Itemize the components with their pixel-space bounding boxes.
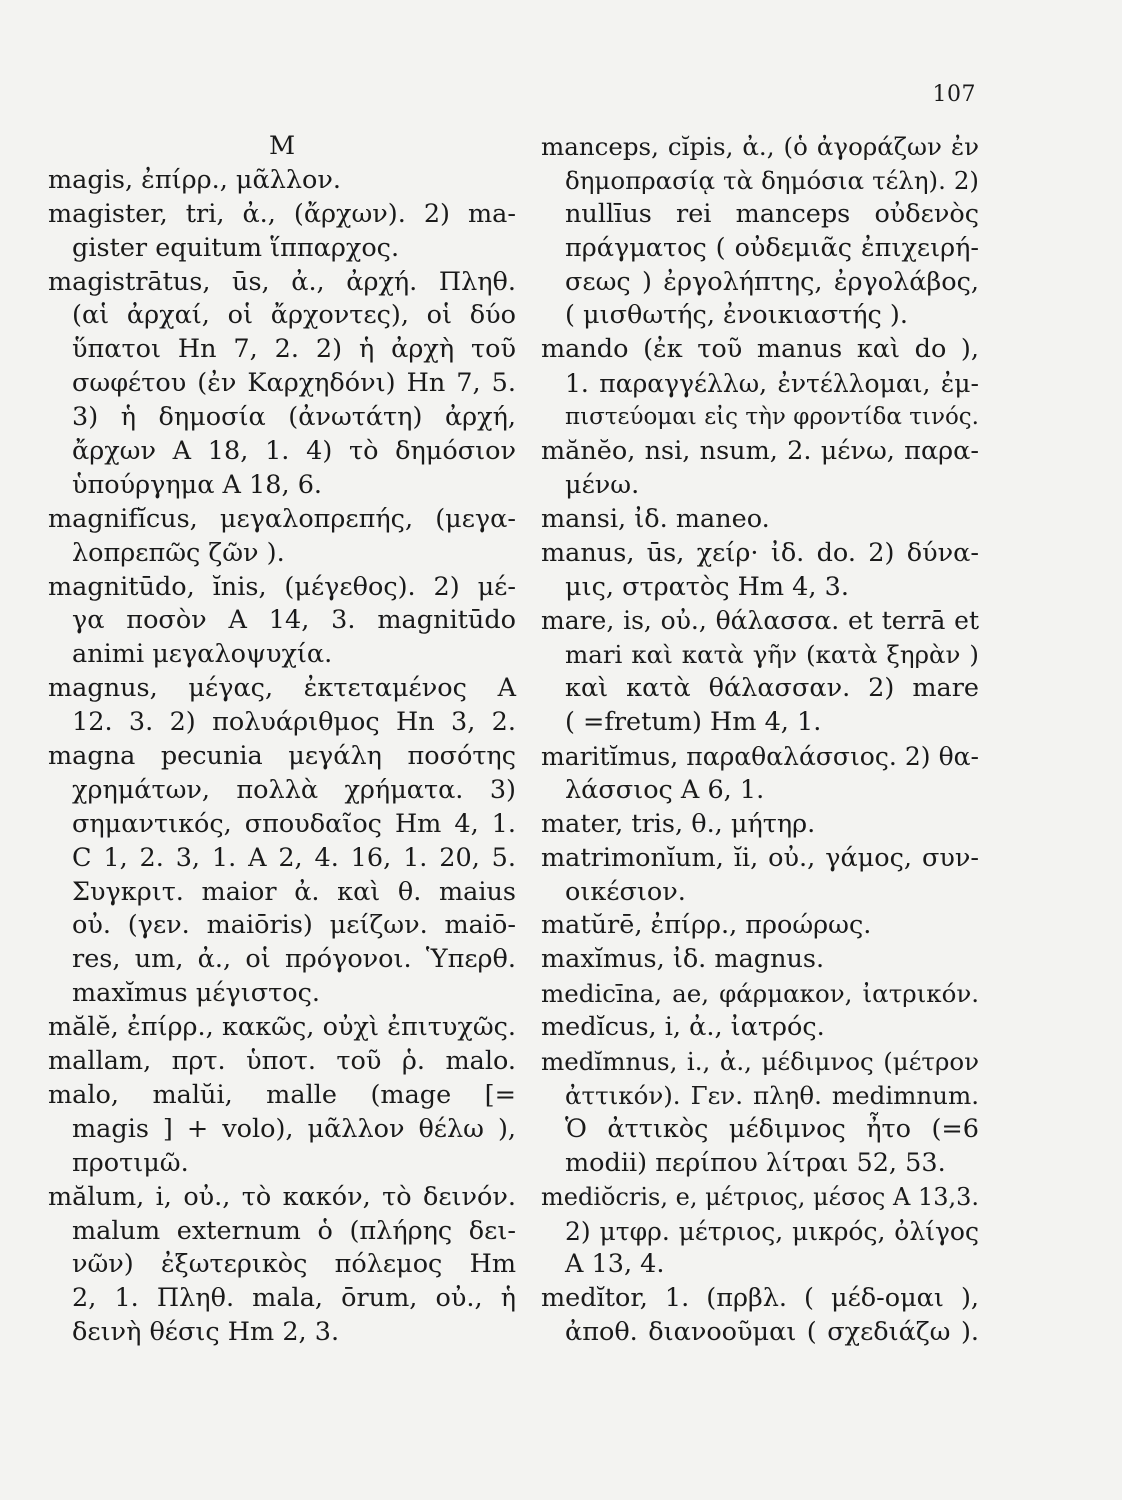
text-line: δεινὴ θέσις Hm 2, 3. — [72, 1317, 340, 1348]
page-number: 107 — [932, 82, 976, 107]
text-line: γα ποσὸν A 14, 3. magnitūdo — [72, 605, 516, 636]
text-line: Συγκριτ. maior ἀ. καὶ θ. maius — [72, 876, 516, 907]
text-line: manus, ūs, χείρ· ἰδ. do. 2) δύνα- — [541, 537, 979, 568]
text-line: medĭtor, 1. (πρβλ. ( μέδ-ομαι ), — [541, 1283, 979, 1314]
text-line: δημοπρασίᾳ τὰ δημόσια τέλη). 2) — [565, 165, 979, 195]
text-line: maxĭmus, ἰδ. magnus. — [541, 944, 825, 975]
text-line: σωφέτου (ἐν Καρχηδόνι) Hn 7, 5. — [72, 368, 516, 399]
text-line: mare, is, οὐ., θάλασσα. et terrā et — [541, 606, 979, 636]
text-line: maritĭmus, παραθαλάσσιος. 2) θα- — [541, 742, 979, 772]
text-line: medĭcus, i, ἀ., ἰατρός. — [541, 1012, 825, 1043]
text-line: λοπρεπῶς ζῶν ). — [72, 537, 285, 568]
text-line: σεως ) ἐργολήπτης, ἐργολάβος, — [565, 266, 979, 297]
text-line: maxĭmus μέγιστος. — [72, 978, 320, 1009]
text-line: magnitūdo, ĭnis, (μέγεθος). 2) μέ- — [48, 571, 516, 602]
text-line: ὕπατοι Hn 7, 2. 2) ἡ ἀρχὴ τοῦ — [72, 334, 516, 365]
text-line: πιστεύομαι εἰς τὴν φροντίδα τινός. — [565, 404, 979, 431]
text-line: A 13, 4. — [565, 1249, 665, 1280]
text-line: 2) μτφρ. μέτριος, μικρός, ὀλίγος — [565, 1216, 979, 1246]
text-line: 12. 3. 2) πολυάριθμος Hn 3, 2. — [72, 707, 516, 738]
text-line: οικέσιον. — [565, 876, 686, 907]
text-line: mediŏcris, e, μέτριος, μέσος A 13,3. — [541, 1182, 980, 1211]
text-line: modii) περίπου λίτραι 52, 53. — [565, 1147, 946, 1178]
text-line: malo, malŭi, malle (mage [= — [48, 1079, 516, 1110]
text-line: πράγματος ( οὐδεμιᾶς ἐπιχειρή- — [565, 232, 979, 263]
text-line: σημαντικός, σπουδαῖος Hm 4, 1. — [72, 808, 516, 839]
text-line: mater, tris, θ., μήτηρ. — [541, 808, 816, 839]
text-line: ἀποθ. διανοοῦμαι ( σχεδιάζω ). — [565, 1317, 979, 1348]
text-line: malum externum ὁ (πλήρης δει- — [72, 1215, 516, 1246]
text-line: magnifĭcus, μεγαλοπρεπής, (μεγα- — [48, 503, 516, 534]
text-line: χρημάτων, πολλὰ χρήματα. 3) — [72, 774, 516, 805]
text-line: ( μισθωτής, ἐνοικιαστής ). — [565, 300, 908, 331]
text-line: medicīna, ae, φάρμακον, ἰατρικόν. — [541, 979, 979, 1009]
text-line: M — [268, 131, 296, 161]
text-line: res, um, ἀ., οἱ πρόγονοι. Ὑπερθ. — [72, 944, 516, 975]
text-line: magistrātus, ūs, ἀ., ἀρχή. Πληθ. — [48, 266, 516, 297]
text-line: magnus, μέγας, ἐκτεταμένος A — [48, 673, 516, 704]
text-line: nullīus rei manceps οὐδενὸς — [565, 198, 979, 229]
text-line: mando (ἐκ τοῦ manus καὶ do ), — [541, 334, 979, 365]
text-line: Ὁ ἀττικὸς μέδιμνος ἦτο (=6 — [565, 1113, 979, 1144]
text-line: magis ] + volo), μᾶλλον θέλω ), — [72, 1113, 516, 1144]
text-line: mari καὶ κατὰ γῆν (κατὰ ξηρὰν ) — [565, 640, 979, 670]
text-line: ἀττικόν). Γεν. πληθ. medimnum. — [565, 1080, 979, 1110]
text-line: 2, 1. Πληθ. mala, ōrum, οὐ., ἡ — [72, 1283, 516, 1314]
text-line: οὐ. (γεν. maiōris) μείζων. maiō- — [72, 910, 516, 941]
text-line: C 1, 2. 3, 1. A 2, 4. 16, 1. 20, 5. — [72, 842, 516, 873]
text-line: manceps, cĭpis, ἀ., (ὁ ἀγοράζων ἐν — [541, 132, 979, 161]
right-column — [541, 130, 979, 1350]
text-line: μένω. — [565, 469, 640, 500]
text-line: gister equitum ἵππαρχος. — [72, 232, 400, 263]
text-line: matrimonĭum, ĭi, οὐ., γάμος, συν- — [541, 842, 979, 873]
text-line: mănĕo, nsi, nsum, 2. μένω, παρα- — [541, 436, 979, 467]
text-line: 1. παραγγέλλω, ἐντέλλομαι, ἐμ- — [565, 369, 979, 399]
text-line: νῶν) ἐξωτερικὸς πόλεμος Hm — [72, 1249, 516, 1280]
text-line: matŭrē, ἐπίρρ., προώρως. — [541, 910, 872, 941]
text-line: ( =fretum) Hm 4, 1. — [565, 707, 822, 738]
text-line: 3) ἡ δημοσία (ἀνωτάτη) ἀρχή, — [72, 402, 516, 433]
left-column — [48, 130, 516, 1350]
text-line: mălum, i, οὐ., τὸ κακόν, τὸ δεινόν. — [48, 1181, 516, 1212]
text-line: λάσσιος A 6, 1. — [565, 774, 765, 805]
text-line: magis, ἐπίρρ., μᾶλλον. — [48, 164, 341, 195]
text-line: medĭmnus, i., ἀ., μέδιμνος (μέτρον — [541, 1047, 979, 1077]
text-line: mălĕ, ἐπίρρ., κακῶς, οὐχὶ ἐπιτυχῶς. — [48, 1012, 516, 1043]
text-line: μις, στρατὸς Hm 4, 3. — [565, 571, 849, 602]
text-line: προτιμῶ. — [72, 1147, 189, 1178]
text-line: magna pecunia μεγάλη ποσότης — [48, 741, 516, 772]
text-line: ἄρχων A 18, 1. 4) τὸ δημόσιον — [72, 436, 516, 467]
text-line: mallam, πρτ. ὑποτ. τοῦ ῥ. malo. — [48, 1046, 516, 1077]
text-line: ὑπούργημα A 18, 6. — [72, 469, 323, 500]
text-line: (αἱ ἀρχαί, οἱ ἄρχοντες), οἱ δύο — [72, 300, 516, 331]
text-line: magister, tri, ἀ., (ἄρχων). 2) ma- — [48, 198, 516, 229]
text-line: animi μεγαλοψυχία. — [72, 639, 333, 670]
text-line: mansi, ἰδ. maneo. — [541, 503, 770, 534]
text-line: καὶ κατὰ θάλασσαν. 2) mare — [565, 673, 979, 704]
